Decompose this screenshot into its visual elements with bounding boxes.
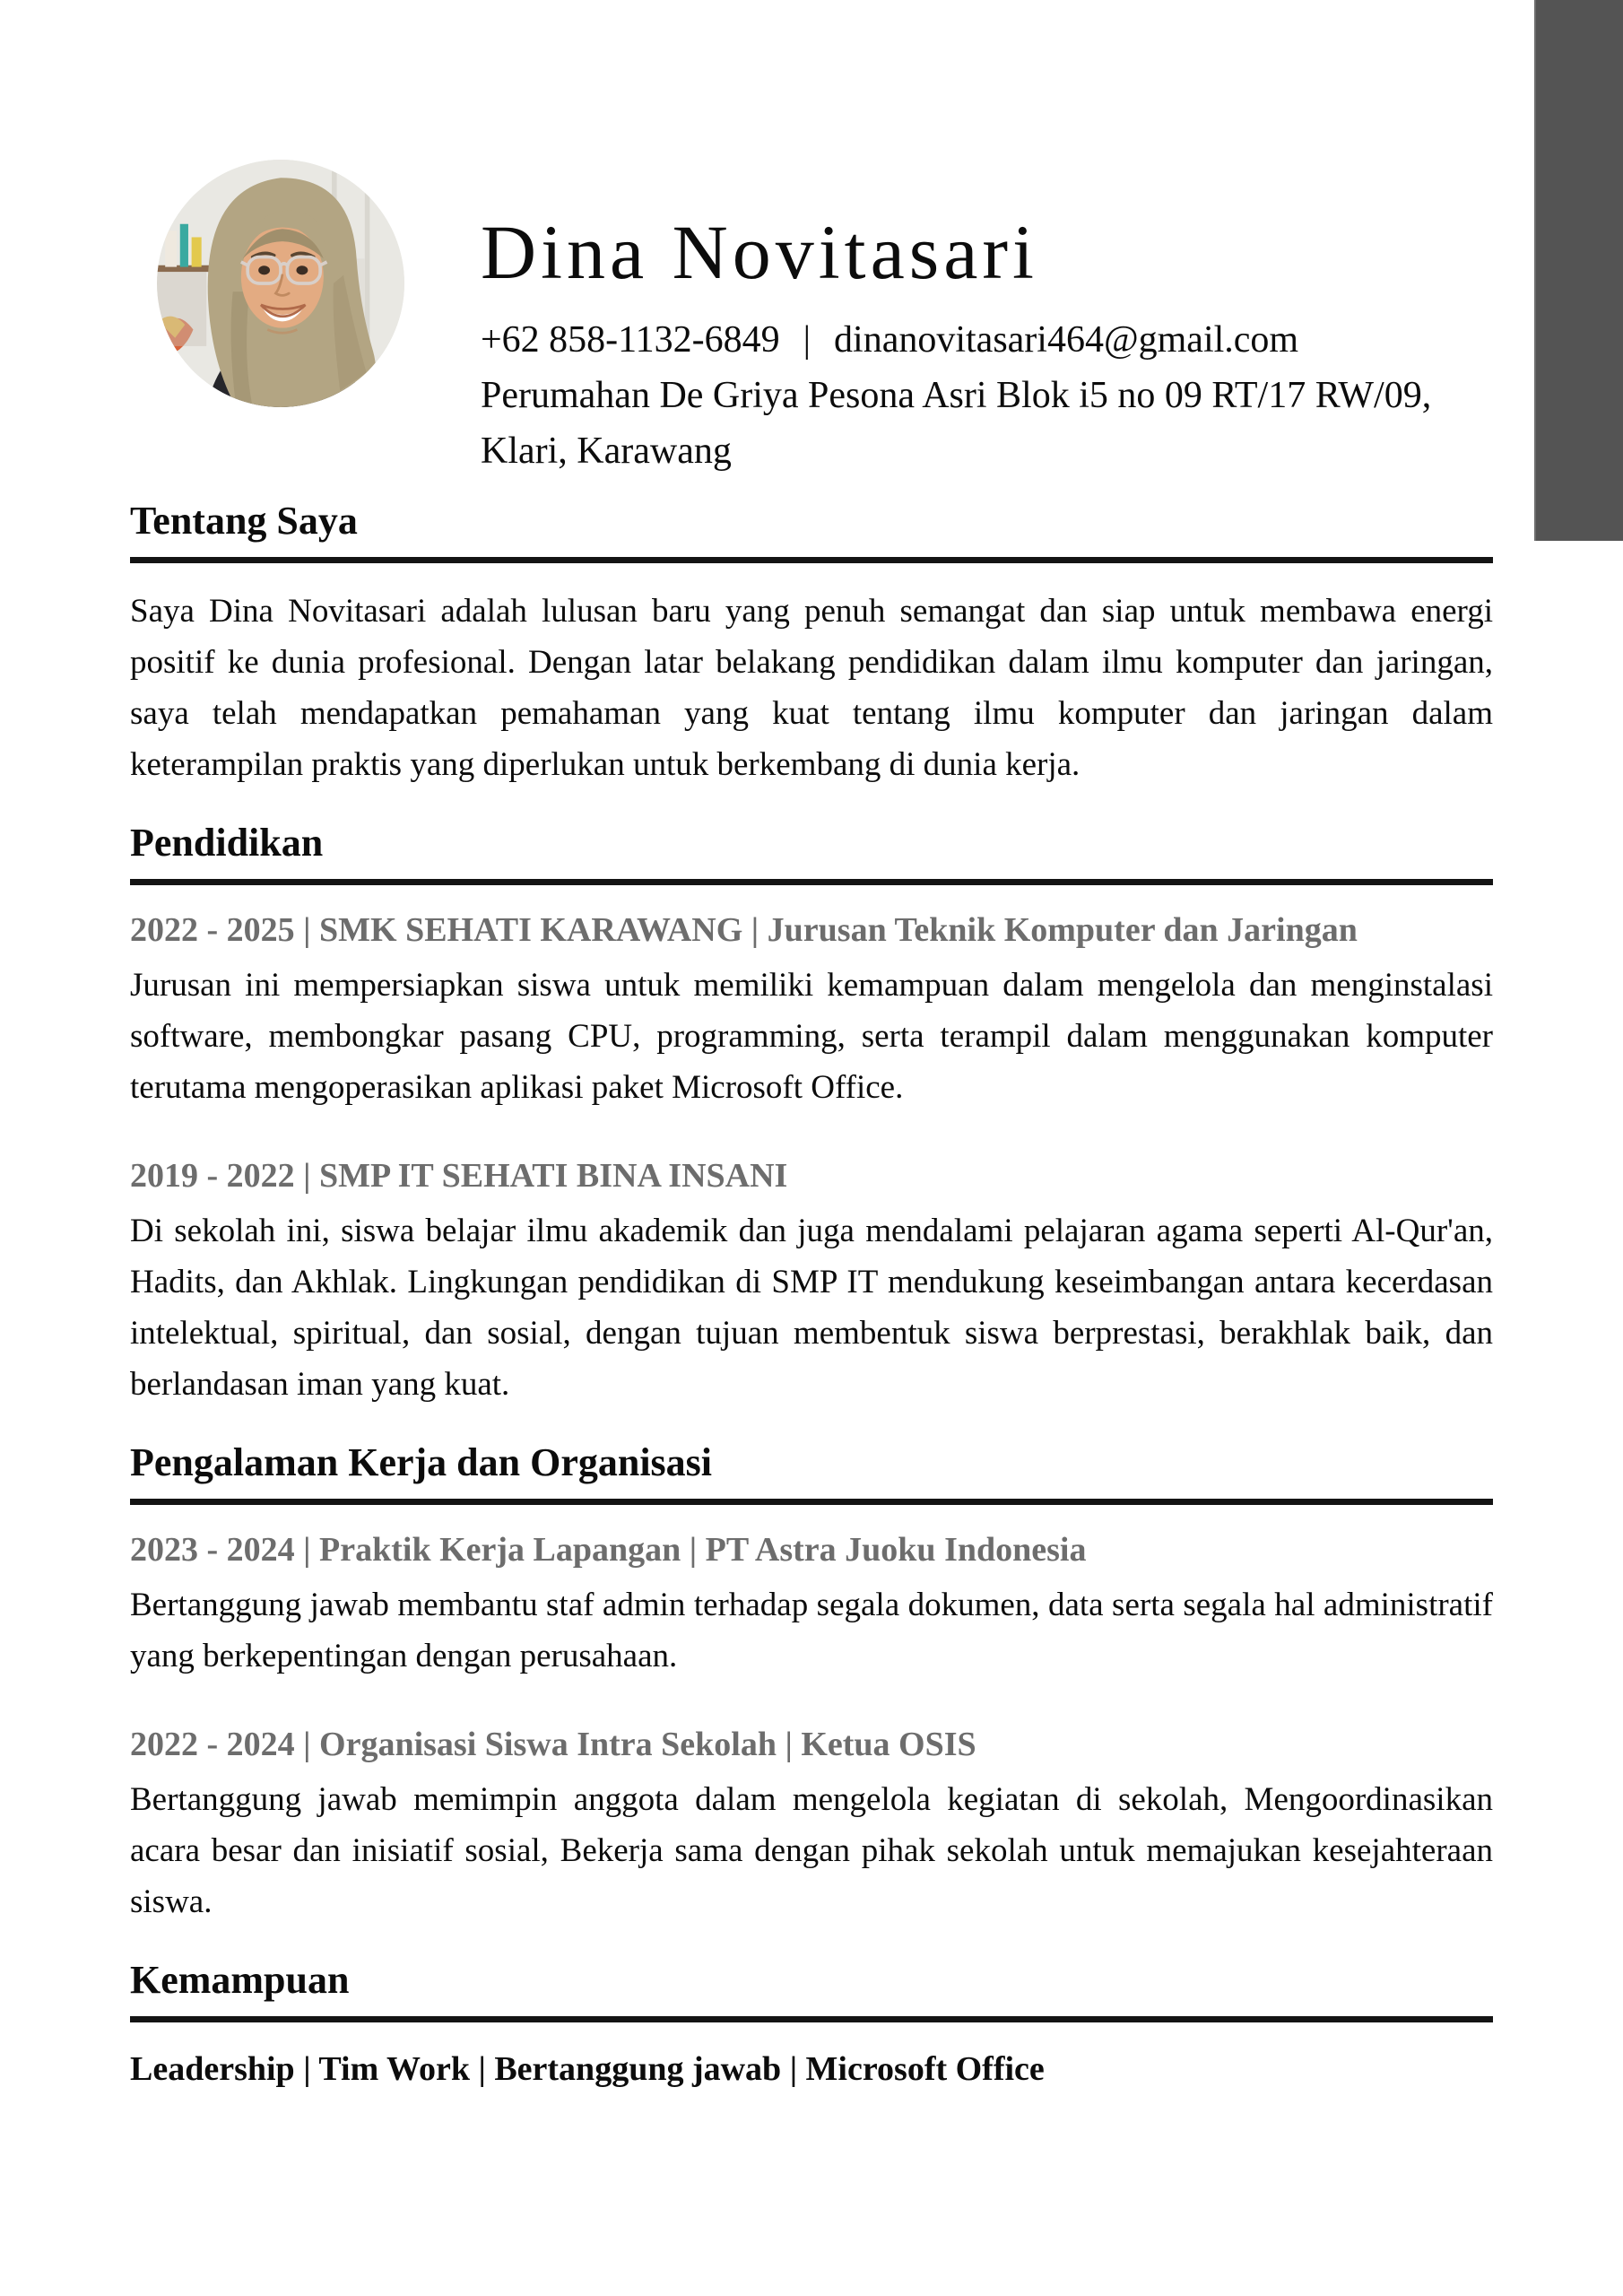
section-skills [130,1958,1493,2091]
experience-entry-osis-description: Bertanggung jawab memimpin anggota dalam mengelola kegiatan di sekolah, Mengoordinasikan acara besar dan inisiatif sosial, Bekerja sama dengan pihak sekolah untuk memajukan kesejahteraan siswa. [130,1781,1493,1921]
identity-block [481,209,1432,479]
phone-number: +62 858-1132-6849 [481,319,780,361]
about-paragraph: Saya Dina Novitasari adalah lulusan baru yang penuh semangat dan siap untuk membawa energi positif ke dunia profesional. Dengan latar belakang pendidikan dalam ilmu komputer dan jaringan, saya telah mendapatkan pemahaman yang kuat tentang ilmu komputer dan jaringan dalam keterampilan praktis yang diperlukan untuk berkembang di dunia kerja. [130,593,1493,784]
profile-photo [157,160,404,407]
resume-page [130,0,1493,2091]
education-entry-smk-description: Jurusan ini mempersiapkan siswa untuk memiliki kemampuan dalam mengelola dan menginstalasi software, membongkar pasang CPU, programming, serta terampil dalam menggunakan komputer terutama mengoperasikan aplikasi paket Microsoft Office. [130,967,1493,1107]
skills-list: Leadership | Tim Work | Bertanggung jawab | Microsoft Office [130,2050,1045,2089]
contact-divider: | [803,319,812,361]
section-education [130,821,1493,1410]
section-about [130,499,1493,790]
education-entry-smp-description: Di sekolah ini, siswa belajar ilmu akademik dan juga mendalami pelajaran agama seperti Al-Qur'an, Hadits, dan Akhlak. Lingkungan pendidikan di SMP IT mendukung keseimbangan antara kecerdasan intelektual, spiritual, dan sosial, dengan tujuan membentuk siswa berprestasi, berakhlak baik, dan berlandasan iman yang kuat. [130,1213,1493,1404]
contact-line-1 [481,312,1431,368]
section-title-experience: Pengalaman Kerja dan Organisasi [130,1440,1493,1505]
right-accent-bar [1534,0,1623,541]
education-entry-smp-heading: 2019 - 2022 | SMP IT SEHATI BINA INSANI [130,1157,788,1196]
education-entry-smk-heading: 2022 - 2025 | SMK SEHATI KARAWANG | Jurusan Teknik Komputer dan Jaringan [130,911,1358,950]
education-entry-smp [130,1154,1493,1410]
contact-block [481,312,1431,479]
address-line-1: Perumahan De Griya Pesona Asri Blok i5 no 09 RT/17 RW/09, [481,375,1432,417]
address-line-2: Klari, Karawang [481,430,732,473]
header [130,0,1493,479]
experience-entry-pkl [130,1528,1493,1682]
email-address: dinanovitasari464@gmail.com [834,319,1299,361]
section-title-about: Tentang Saya [130,499,1493,563]
person-name: Dina Novitasari [481,209,1038,295]
education-entry-smk [130,909,1493,1113]
experience-entry-pkl-description: Bertanggung jawab membantu staf admin terhadap segala dokumen, data serta segala hal administratif yang berkepentingan dengan perusahaan. [130,1587,1493,1675]
profile-photo-illustration [157,160,404,407]
section-experience [130,1440,1493,1927]
section-title-education: Pendidikan [130,821,1493,885]
experience-entry-osis-heading: 2022 - 2024 | Organisasi Siswa Intra Sekolah | Ketua OSIS [130,1726,976,1764]
section-title-skills: Kemampuan [130,1958,1493,2022]
experience-entry-osis [130,1723,1493,1927]
experience-entry-pkl-heading: 2023 - 2024 | Praktik Kerja Lapangan | PT Astra Juoku Indonesia [130,1531,1087,1570]
